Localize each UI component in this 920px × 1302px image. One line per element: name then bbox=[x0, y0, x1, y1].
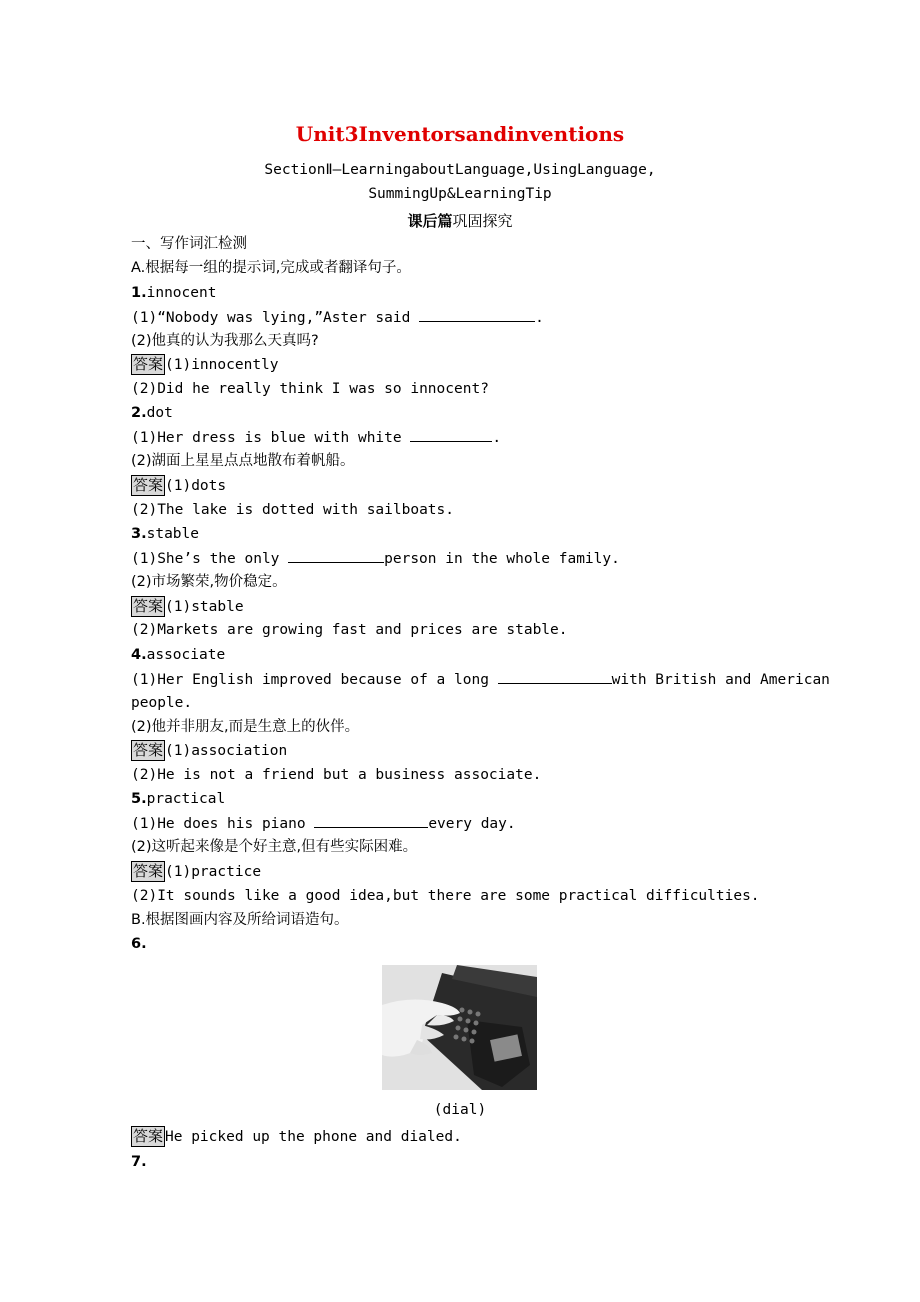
answer-text: He picked up the phone and dialed. bbox=[165, 1129, 462, 1145]
item-number: 3. bbox=[131, 526, 147, 542]
answer-label: 答案 bbox=[133, 355, 164, 373]
question-text: (1)Her dress is blue with white bbox=[131, 430, 411, 446]
item-word: innocent bbox=[146, 285, 217, 301]
item-3-answer-2: (2)Markets are growing fast and prices are stable. bbox=[131, 622, 568, 638]
item-number: 1. bbox=[131, 285, 147, 301]
item-5-answer-2: (2)It sounds like a good idea,but there are some practical difficulties. bbox=[131, 888, 760, 904]
question-text-end: . bbox=[535, 310, 544, 326]
answer-text: (1)dots bbox=[165, 478, 227, 494]
item-word: associate bbox=[146, 647, 226, 663]
subtitle-rest: 巩固探究 bbox=[452, 212, 513, 230]
answer-label: 答案 bbox=[133, 597, 164, 615]
item-5-header bbox=[131, 789, 225, 809]
subtitle-line-1: SectionⅡ—LearningaboutLanguage,UsingLanguage, bbox=[264, 162, 656, 178]
item-3-header bbox=[131, 524, 199, 544]
part-b-instruction: B.根据图画内容及所给词语造句。 bbox=[131, 912, 349, 928]
answer-text: (1)practice bbox=[165, 864, 262, 880]
subtitle-line-2: SummingUp&LearningTip bbox=[368, 186, 552, 202]
item-5-question-1 bbox=[131, 813, 516, 834]
telephone-photo bbox=[382, 965, 537, 1090]
item-6-answer bbox=[131, 1126, 462, 1147]
item-2-question-1 bbox=[131, 427, 501, 448]
item-4-header bbox=[131, 645, 225, 665]
answer-blank bbox=[410, 427, 492, 442]
item-3-question-1 bbox=[131, 548, 620, 569]
item-7-header bbox=[131, 1152, 147, 1172]
item-1-header bbox=[131, 283, 216, 303]
item-4-answer-2: (2)He is not a friend but a business associate. bbox=[131, 767, 542, 783]
item-1-answer-1 bbox=[131, 354, 279, 375]
item-number: 6. bbox=[131, 936, 147, 952]
answer-label: 答案 bbox=[133, 862, 164, 880]
item-2-answer-1 bbox=[131, 475, 226, 496]
item-number: 5. bbox=[131, 791, 147, 807]
item-word: dot bbox=[146, 405, 173, 421]
answer-blank bbox=[314, 813, 428, 828]
subtitle-line-3 bbox=[0, 210, 920, 231]
item-4-answer-1 bbox=[131, 740, 287, 761]
item-number: 4. bbox=[131, 647, 147, 663]
item-4-question-2: (2)他并非朋友,而是生意上的伙伴。 bbox=[131, 719, 360, 735]
answer-label: 答案 bbox=[133, 1127, 164, 1145]
subtitle-bold: 课后篇 bbox=[407, 212, 453, 230]
item-3-question-2: (2)市场繁荣,物价稳定。 bbox=[131, 574, 287, 590]
item-number: 2. bbox=[131, 405, 147, 421]
question-text: (1)Her English improved because of a long bbox=[131, 672, 498, 688]
item-1-question-2: (2)他真的认为我那么天真吗? bbox=[131, 333, 319, 349]
item-number: 7. bbox=[131, 1154, 147, 1170]
item-2-answer-2: (2)The lake is dotted with sailboats. bbox=[131, 502, 455, 518]
answer-blank bbox=[498, 669, 612, 684]
item-6-header bbox=[131, 934, 147, 954]
answer-label: 答案 bbox=[133, 741, 164, 759]
answer-blank bbox=[419, 307, 535, 322]
section-heading: 一、写作词汇检测 bbox=[131, 236, 247, 252]
question-text-end: with British and American bbox=[611, 672, 830, 688]
question-text: (1)“Nobody was lying,”Aster said bbox=[131, 310, 420, 326]
part-a-instruction: A.根据每一组的提示词,完成或者翻译句子。 bbox=[131, 260, 411, 276]
item-5-answer-1 bbox=[131, 861, 261, 882]
question-text-end: person in the whole family. bbox=[384, 551, 620, 567]
answer-text: (1)association bbox=[165, 743, 288, 759]
item-2-question-2: (2)湖面上星星点点地散布着帆船。 bbox=[131, 453, 355, 469]
answer-blank bbox=[288, 548, 384, 563]
item-5-question-2: (2)这听起来像是个好主意,但有些实际困难。 bbox=[131, 839, 418, 855]
item-3-answer-1 bbox=[131, 596, 244, 617]
question-text-end: every day. bbox=[428, 816, 516, 832]
page-title: Unit3Inventorsandinventions bbox=[295, 122, 625, 146]
answer-text: (1)innocently bbox=[165, 357, 279, 373]
item-1-answer-2: (2)Did he really think I was so innocent? bbox=[131, 381, 489, 397]
item-4-question-1-cont: people. bbox=[131, 695, 193, 711]
item-2-header bbox=[131, 403, 173, 423]
item-4-question-1 bbox=[131, 669, 830, 690]
photo-caption: (dial) bbox=[433, 1102, 487, 1118]
answer-text: (1)stable bbox=[165, 599, 244, 615]
question-text: (1)She’s the only bbox=[131, 551, 289, 567]
answer-label: 答案 bbox=[133, 476, 164, 494]
item-word: stable bbox=[146, 526, 199, 542]
question-text: (1)He does his piano bbox=[131, 816, 315, 832]
item-1-question-1 bbox=[131, 307, 544, 328]
item-word: practical bbox=[146, 791, 226, 807]
question-text-end: . bbox=[492, 430, 502, 446]
